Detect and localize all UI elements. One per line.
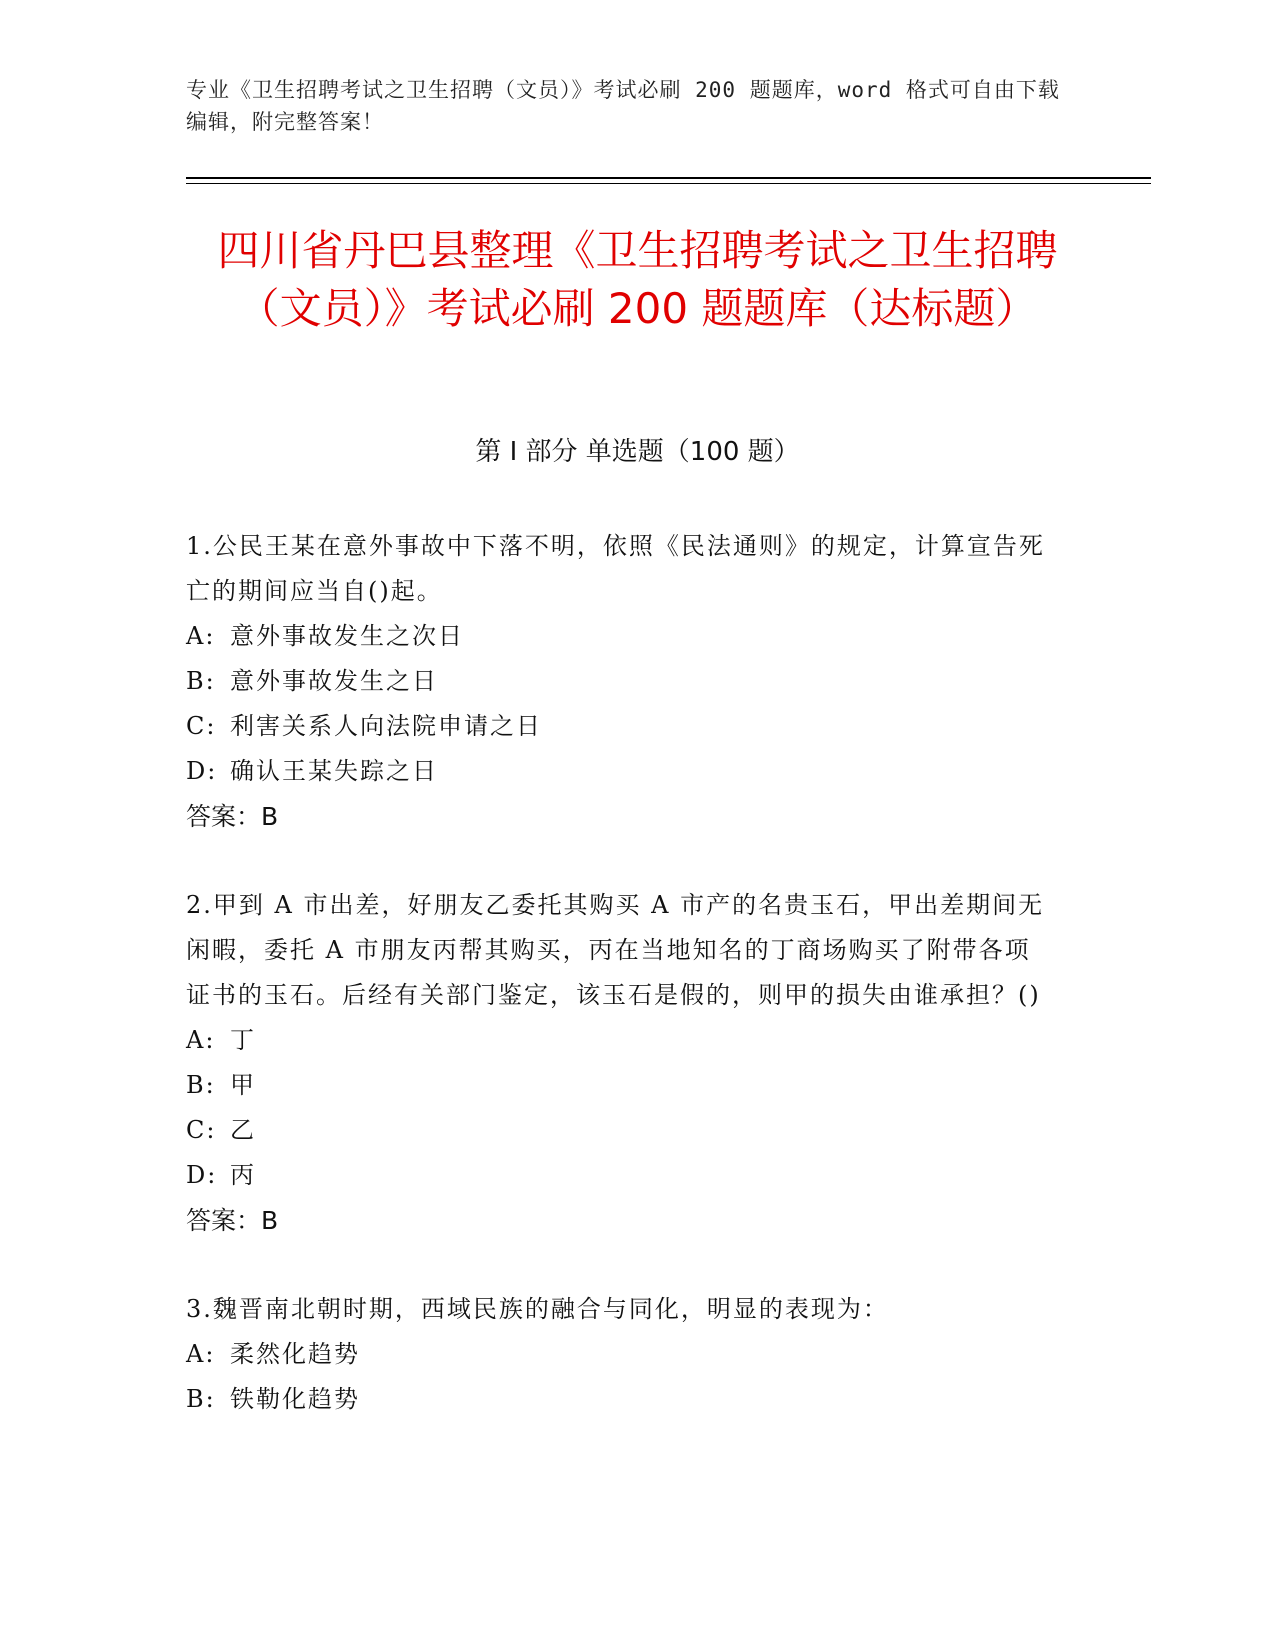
- option-text: 铁勒化趋势: [230, 1385, 360, 1413]
- answer-line: 答案：B: [186, 802, 279, 831]
- option-text: 意外事故发生之次日: [230, 622, 464, 650]
- option-c: [186, 1108, 1056, 1153]
- option-key: D:: [186, 1161, 218, 1189]
- answer-line: 答案：B: [186, 1206, 279, 1235]
- option-d: [186, 1153, 1056, 1198]
- option-key: B:: [186, 1385, 216, 1413]
- option-key: C:: [186, 1116, 217, 1144]
- option-a: [186, 614, 1056, 659]
- option-b: [186, 1377, 1056, 1422]
- option-key: A:: [186, 1026, 216, 1054]
- option-text: 丙: [230, 1161, 256, 1189]
- option-text: 确认王某失踪之日: [230, 757, 438, 785]
- option-a: [186, 1332, 1056, 1377]
- option-key: A:: [186, 1340, 216, 1368]
- option-text: 意外事故发生之日: [230, 667, 438, 695]
- option-b: [186, 659, 1056, 704]
- header-note: 专业《卫生招聘考试之卫生招聘（文员）》考试必刷 200 题题库，word 格式可自由下载编辑，附完整答案！: [186, 78, 1060, 134]
- option-key: A:: [186, 622, 216, 650]
- document-title: 四川省丹巴县整理《卫生招聘考试之卫生招聘（文员）》考试必刷 200 题题库（达标题）: [217, 226, 1058, 333]
- section-title: 第 I 部分 单选题（100 题）: [475, 437, 800, 467]
- option-text: 乙: [230, 1116, 256, 1144]
- option-c: [186, 704, 1056, 749]
- option-d: [186, 749, 1056, 794]
- option-text: 丁: [230, 1026, 256, 1054]
- option-b: [186, 1063, 1056, 1108]
- option-key: B:: [186, 1071, 216, 1099]
- option-key: D:: [186, 757, 218, 785]
- question-1: [186, 524, 1056, 839]
- question-stem: 1.公民王某在意外事故中下落不明，依照《民法通则》的规定，计算宣告死亡的期间应当自()起。: [186, 532, 1045, 605]
- header-divider-thick: [186, 177, 1151, 179]
- option-key: C:: [186, 712, 217, 740]
- question-stem: 3.魏晋南北朝时期，西域民族的融合与同化，明显的表现为：: [186, 1295, 889, 1323]
- header-divider-thin: [186, 183, 1151, 184]
- question-2: [186, 883, 1056, 1243]
- option-text: 甲: [230, 1071, 256, 1099]
- question-3: [186, 1287, 1056, 1422]
- option-a: [186, 1018, 1056, 1063]
- question-stem: 2.甲到 A 市出差，好朋友乙委托其购买 A 市产的名贵玉石，甲出差期间无闲暇，委托 A 市朋友丙帮其购买，丙在当地知名的丁商场购买了附带各项证书的玉石。后经有关部门鉴定，该玉石是假的，则甲的损失由谁承担？(): [186, 891, 1045, 1009]
- question-list: [186, 524, 1056, 1466]
- option-text: 利害关系人向法院申请之日: [230, 712, 542, 740]
- option-text: 柔然化趋势: [230, 1340, 360, 1368]
- option-key: B:: [186, 667, 216, 695]
